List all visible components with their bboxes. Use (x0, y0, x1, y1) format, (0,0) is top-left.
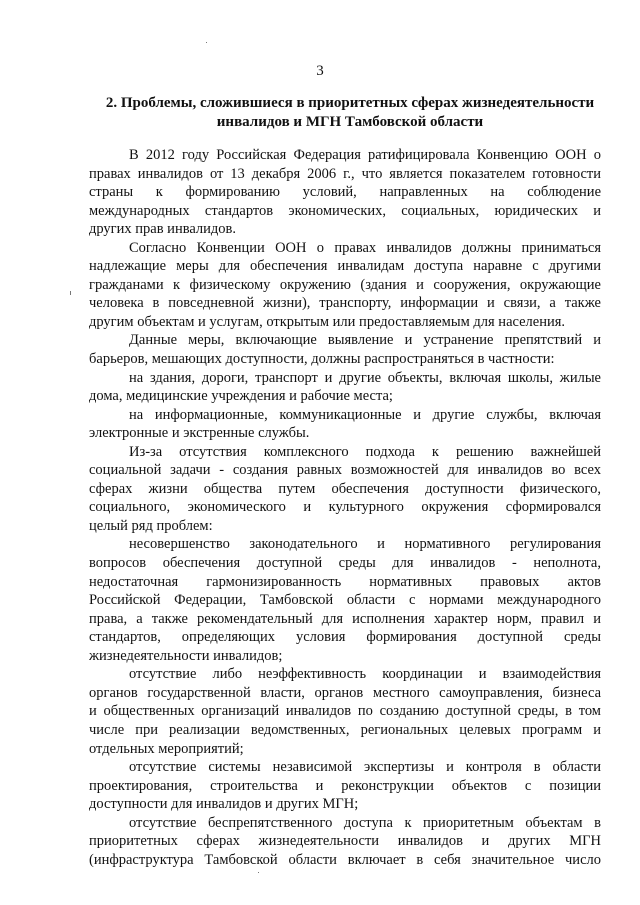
text-line: приоритетных сферах жизнедеятельности инвалидов и других МГН (89, 833, 601, 850)
text-line: надлежащие меры для обеспечения инвалидам доступа наравне с другими (89, 258, 601, 275)
text-line: и общественных организаций инвалидов по созданию доступной среды, в том (89, 703, 601, 720)
text-line: проектирования, строительства и реконструкции объектов с позиции (89, 777, 601, 794)
text-line: вопросов обеспечения доступной среды для инвалидов - неполнота, (89, 555, 601, 572)
section-title-line: 2. Проблемы, сложившиеся в приоритетных сферах жизнедеятельности (105, 95, 595, 111)
text-line: целый ряд проблем: (89, 517, 213, 534)
text-line: стандартов, определяющих условия формирования доступной среды (89, 629, 601, 646)
scan-speck (70, 291, 71, 295)
text-line: числе при реализации ведомственных, региональных целевых программ и (89, 721, 601, 738)
text-line: несовершенство законодательного и нормативного регулирования (129, 536, 601, 553)
text-line: сферах жизни общества путем обеспечения доступности физического, (89, 480, 601, 497)
text-line: на здания, дороги, транспорт и другие объекты, включая школы, жилые (129, 369, 601, 386)
text-line: Российской Федерации, Тамбовской области с нормами международного (89, 592, 601, 609)
text-line: Из-за отсутствия комплексного подхода к решению важнейшей (129, 443, 601, 460)
body-text (89, 146, 601, 869)
page-number: 3 (316, 63, 324, 79)
text-line: человека в повседневной жизни), транспорту, информации и связи, а также (89, 295, 601, 312)
text-line: права, а также рекомендательный для исполнения характер норм, правил и (89, 610, 601, 627)
text-line: правах инвалидов от 13 декабря 2006 г., что является показателем готовности (89, 165, 601, 182)
text-line: недостаточная гармонизированность нормативных правовых актов (89, 573, 601, 590)
text-line: отсутствие беспрепятственного доступа к приоритетным объектам в (129, 814, 601, 831)
text-line: барьеров, мешающих доступности, должны распространяться в частности: (89, 351, 555, 368)
scan-speck (206, 42, 207, 43)
text-line: на информационные, коммуникационные и другие службы, включая (129, 406, 601, 423)
text-line: отсутствие либо неэффективность координации и взаимодействия (129, 666, 601, 683)
text-line: другим объектам и услугам, открытым или предоставляемым для населения. (89, 313, 566, 330)
text-line: Данные меры, включающие выявление и устранение препятствий и (129, 332, 601, 349)
text-line: других прав инвалидов. (89, 221, 237, 238)
text-line: гражданами к физическому окружению (здания и сооружения, окружающие (89, 276, 601, 293)
text-line: В 2012 году Российская Федерация ратифицировала Конвенцию ООН о (129, 147, 601, 163)
text-line: дома, медицинские учреждения и рабочие места; (89, 388, 393, 405)
text-line: международных стандартов экономических, социальных, юридических и (89, 202, 601, 219)
text-line: электронные и экстренные службы. (89, 425, 310, 442)
section-title-line: инвалидов и МГН Тамбовской области (216, 114, 484, 130)
text-line: органов государственной власти, органов местного самоуправления, бизнеса (89, 684, 601, 701)
text-line: доступности для инвалидов и других МГН; (89, 796, 359, 813)
scan-speck (258, 872, 259, 873)
text-line: отдельных мероприятий; (89, 740, 244, 757)
text-line: социального, экономического и культурного окружения сформировался (89, 499, 601, 516)
text-line: (инфраструктура Тамбовской области включает в себя значительное число (89, 851, 601, 868)
text-line: страны к формированию условий, направленных на соблюдение (89, 184, 601, 201)
text-line: жизнедеятельности инвалидов; (89, 647, 283, 664)
text-line: социальной задачи - создания равных возможностей для инвалидов во всех (89, 462, 601, 479)
text-line: Согласно Конвенции ООН о правах инвалидов должны приниматься (129, 239, 601, 256)
text-line: отсутствие системы независимой экспертизы и контроля в области (129, 759, 601, 776)
section-title (90, 94, 610, 132)
